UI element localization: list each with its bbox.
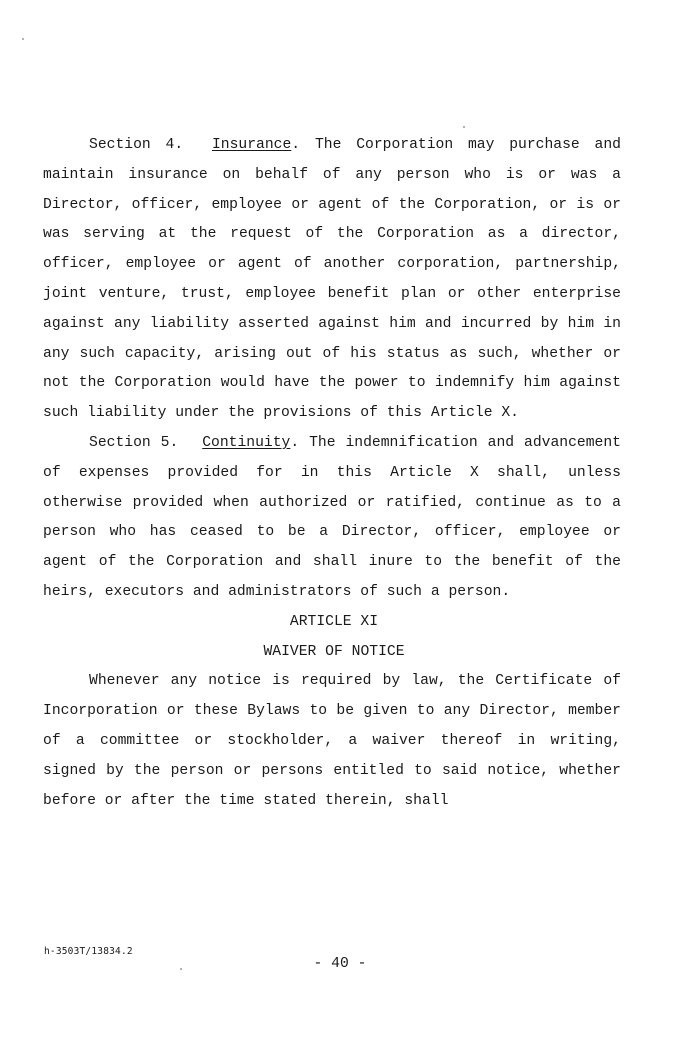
- section-5-body: The indemnification and advancement of expenses provided for in this Article X shall, unless otherwise provided when authorized or ratified, continue as to a person who has ceased to be a Director, officer, employee or agent of the Corporation and shall inure to the benefit of the heirs, executors and administrators of such a person.: [43, 434, 621, 600]
- section-5-paragraph: [43, 429, 621, 608]
- document-body: [43, 131, 621, 816]
- section-5-label: Section 5.: [89, 434, 179, 451]
- page-number: - 40 -: [313, 956, 367, 972]
- section-4-paragraph: [43, 131, 621, 429]
- article-11-paragraph: [43, 667, 621, 816]
- section-4-heading: Insurance: [211, 137, 292, 153]
- section-4-label: Section 4.: [89, 137, 184, 153]
- scan-speck: [22, 38, 24, 40]
- section-5-heading: Continuity: [202, 434, 291, 451]
- article-11-body: Whenever any notice is required by law, the Certificate of Incorporation or these Bylaws to be given to any Director, member of a committee or stockholder, a waiver thereof in writing, signed by the person or persons entitled to said notice, whether before or after the time stated therein, shall: [43, 673, 621, 809]
- document-code: h-3503T/13834.2: [44, 946, 133, 957]
- article-subtitle: WAIVER OF NOTICE: [263, 643, 405, 660]
- section-5-heading-punct: .: [290, 434, 300, 451]
- article-title: ARTICLE XI: [289, 613, 379, 630]
- section-4-body: The Corporation may purchase and maintain insurance on behalf of any person who is or was a Director, officer, employee or agent of the Corporation, or is or was serving at the request of the Corporation as a director, officer, employee or agent of another corporation, partnership, joint venture, trust, employee benefit plan or other enterprise against any liability asserted against him and incurred by him in any such capacity, arising out of his status as such, whether or not the Corporation would have the power to indemnify him against such liability under the provisions of this Article X.: [43, 137, 621, 422]
- section-4-heading-punct: .: [291, 137, 301, 153]
- scan-speck: [463, 126, 465, 128]
